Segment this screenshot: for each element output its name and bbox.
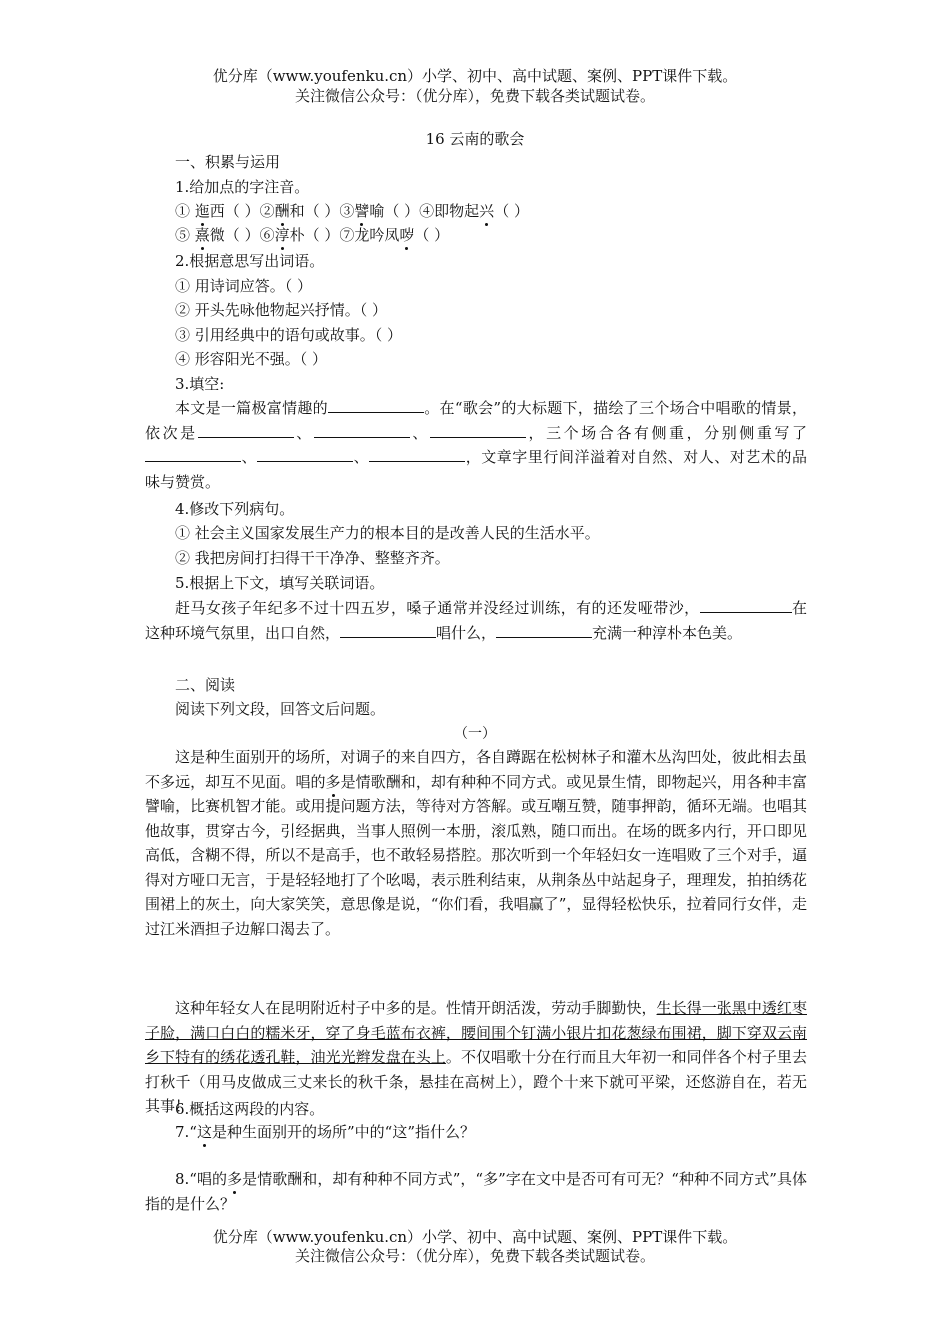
dotted-char: 兴 [479, 202, 495, 220]
reading-paragraph-1: 这是种生面别开的场所，对调子的来自四方，各自蹲踞在松树林子和灌木丛沟凹处，彼此相去虽不多远，却互不见面。唱的多是情歌酬和，却有种种不同方式。或见景生情，即物起兴，用各种丰富譬喻，比赛机智才能。或用提问题方法，等待对方答解。或互嘲互赞，随事押韵，循环无端。也唱其他故事，贯穿古今，引经据典，当事人照例一本册，滚瓜熟，随口而出。在场的既多内行，开口即见高低，含糊不得，所以不是高手，也不敢轻易搭腔。那次听到一个年轻妇女一连唱败了三个对手，逼得对方哑口无言，于是轻轻地打了个吆喝，表示胜利结束，从荆条丛中站起身子，理理发，拍拍绣花围裙上的灰土，向大家笑笑，意思像是说，“你们看，我唱赢了”，显得轻松快乐，拉着同行女伴，走过江米酒担子边解口渴去了。 [145, 748, 807, 938]
dotted-char: 多 [325, 772, 341, 791]
dotted-char: 哕 [399, 226, 415, 244]
dotted-char: 这 [196, 1123, 212, 1141]
reading-intro: 阅读下列文段，回答文后问题。 [175, 700, 386, 718]
q6-label: 6.概括这两段的内容。 [175, 1100, 325, 1118]
q2-item-1: ① 用诗词应答。（ ） [175, 277, 313, 295]
section1-heading: 一、积累与运用 [175, 153, 281, 171]
reading-subheading: （一） [454, 726, 496, 742]
dotted-char: 淳 [274, 226, 290, 244]
dotted-char: 熹 [194, 226, 210, 244]
footer-line-1: 优分库（www.youfenku.cn）小学、初中、高中试题、案例、PPT课件下载。 [212, 1228, 738, 1246]
q2-item-3: ③ 引用经典中的语句或故事。（ ） [175, 326, 403, 344]
q1-row-2: ⑤ 熹微（ ）⑥淳朴（ ）⑦龙吟凤哕（ ） [175, 226, 450, 244]
dotted-char: 譬 [354, 202, 370, 220]
header-line-1: 优分库（www.youfenku.cn）小学、初中、高中试题、案例、PPT课件下载。 [212, 67, 738, 85]
q2-label: 2.根据意思写出词语。 [175, 252, 325, 270]
q3-fill-in-paragraph: 本文是一篇极富情趣的 。在“歌会”的大标题下，描绘了三个场合中唱歌的情景，依次是 、 、 ，三个场合各有侧重，分别侧重写了、 、 ，文章字里行间洋溢着对自然、对人、对艺术的品味与赞赏。 [145, 399, 807, 491]
q3-label: 3.填空: [175, 375, 225, 393]
answer-blank[interactable] [198, 422, 294, 438]
q4-item-2: ② 我把房间打扫得干干净净、整整齐齐。 [175, 549, 450, 567]
q2-item-4: ④ 形容阳光不强。（ ） [175, 350, 328, 368]
q5-label: 5.根据上下文，填写关联词语。 [175, 574, 385, 592]
answer-blank[interactable] [700, 597, 792, 613]
answer-blank[interactable] [369, 446, 465, 462]
answer-blank[interactable] [340, 622, 436, 638]
q4-label: 4.修改下列病句。 [175, 500, 295, 518]
q1-row-1: ① 迤西（ ）②酬和（ ）③譬喻（ ）④即物起兴（ ） [175, 202, 529, 220]
q2-item-2: ② 开头先咏他物起兴抒情。（ ） [175, 301, 388, 319]
answer-blank[interactable] [328, 397, 424, 413]
q8-question: 8.“唱的多是情歌酬和，却有种种不同方式”，“多”字在文中是否可有可无？“种种不同方式”具体指的是什么？ [145, 1170, 807, 1213]
page-title: 16 云南的歌会 [425, 130, 525, 148]
dotted-char: 酬 [274, 202, 290, 220]
answer-blank[interactable] [430, 422, 526, 438]
answer-blank[interactable] [145, 446, 241, 462]
footer-line-2: 关注微信公众号：（优分库），免费下载各类试题试卷。 [294, 1247, 655, 1265]
answer-blank[interactable] [496, 622, 592, 638]
reading-paragraph-2: 这种年轻女人在昆明附近村子中多的是。性情开朗活泼，劳动手脚勤快，生长得一张黑中透红枣子脸，满口白白的糯米牙，穿了身毛蓝布衣裤，腰间围个钉满小银片扣花葱绿布围裙，脚下穿双云南乡下特有的绣花透孔鞋，油光光辫发盘在头上。不仅唱歌十分在行而且大年初一和同伴各个村子里去打秋千（用马皮做成三丈来长的秋千条，悬挂在高树上），蹬个十来下就可平梁，还悠游自在，若无其事！ [145, 999, 807, 1115]
answer-blank[interactable] [257, 446, 353, 462]
dotted-char: 多 [227, 1170, 243, 1188]
q5-fill-in-paragraph: 赶马女孩子年纪多不过十四五岁，嗓子通常并没经过训练，有的还发哑带沙， 在这种环境气氛里，出口自然， 唱什么， 充满一种淳朴本色美。 [145, 599, 807, 642]
dotted-char: 迤 [194, 202, 210, 220]
q1-label: 1.给加点的字注音。 [175, 178, 310, 196]
header-line-2: 关注微信公众号：（优分库），免费下载各类试题试卷。 [294, 87, 655, 105]
section2-heading: 二、阅读 [175, 676, 236, 694]
underlined-passage: 生长得一张黑中透红枣子脸，满口白白的糯米牙，穿了身毛蓝布衣裤，腰间围个钉满小银片扣花葱绿布围裙，脚下穿双云南乡下特有的绣花透孔鞋，油光光辫发盘在头上 [145, 999, 807, 1066]
q4-item-1: ① 社会主义国家发展生产力的根本目的是改善人民的生活水平。 [175, 524, 600, 542]
answer-blank[interactable] [314, 422, 410, 438]
q7-label: 7.“这是种生面别开的场所”中的“这”指什么？ [175, 1123, 476, 1141]
